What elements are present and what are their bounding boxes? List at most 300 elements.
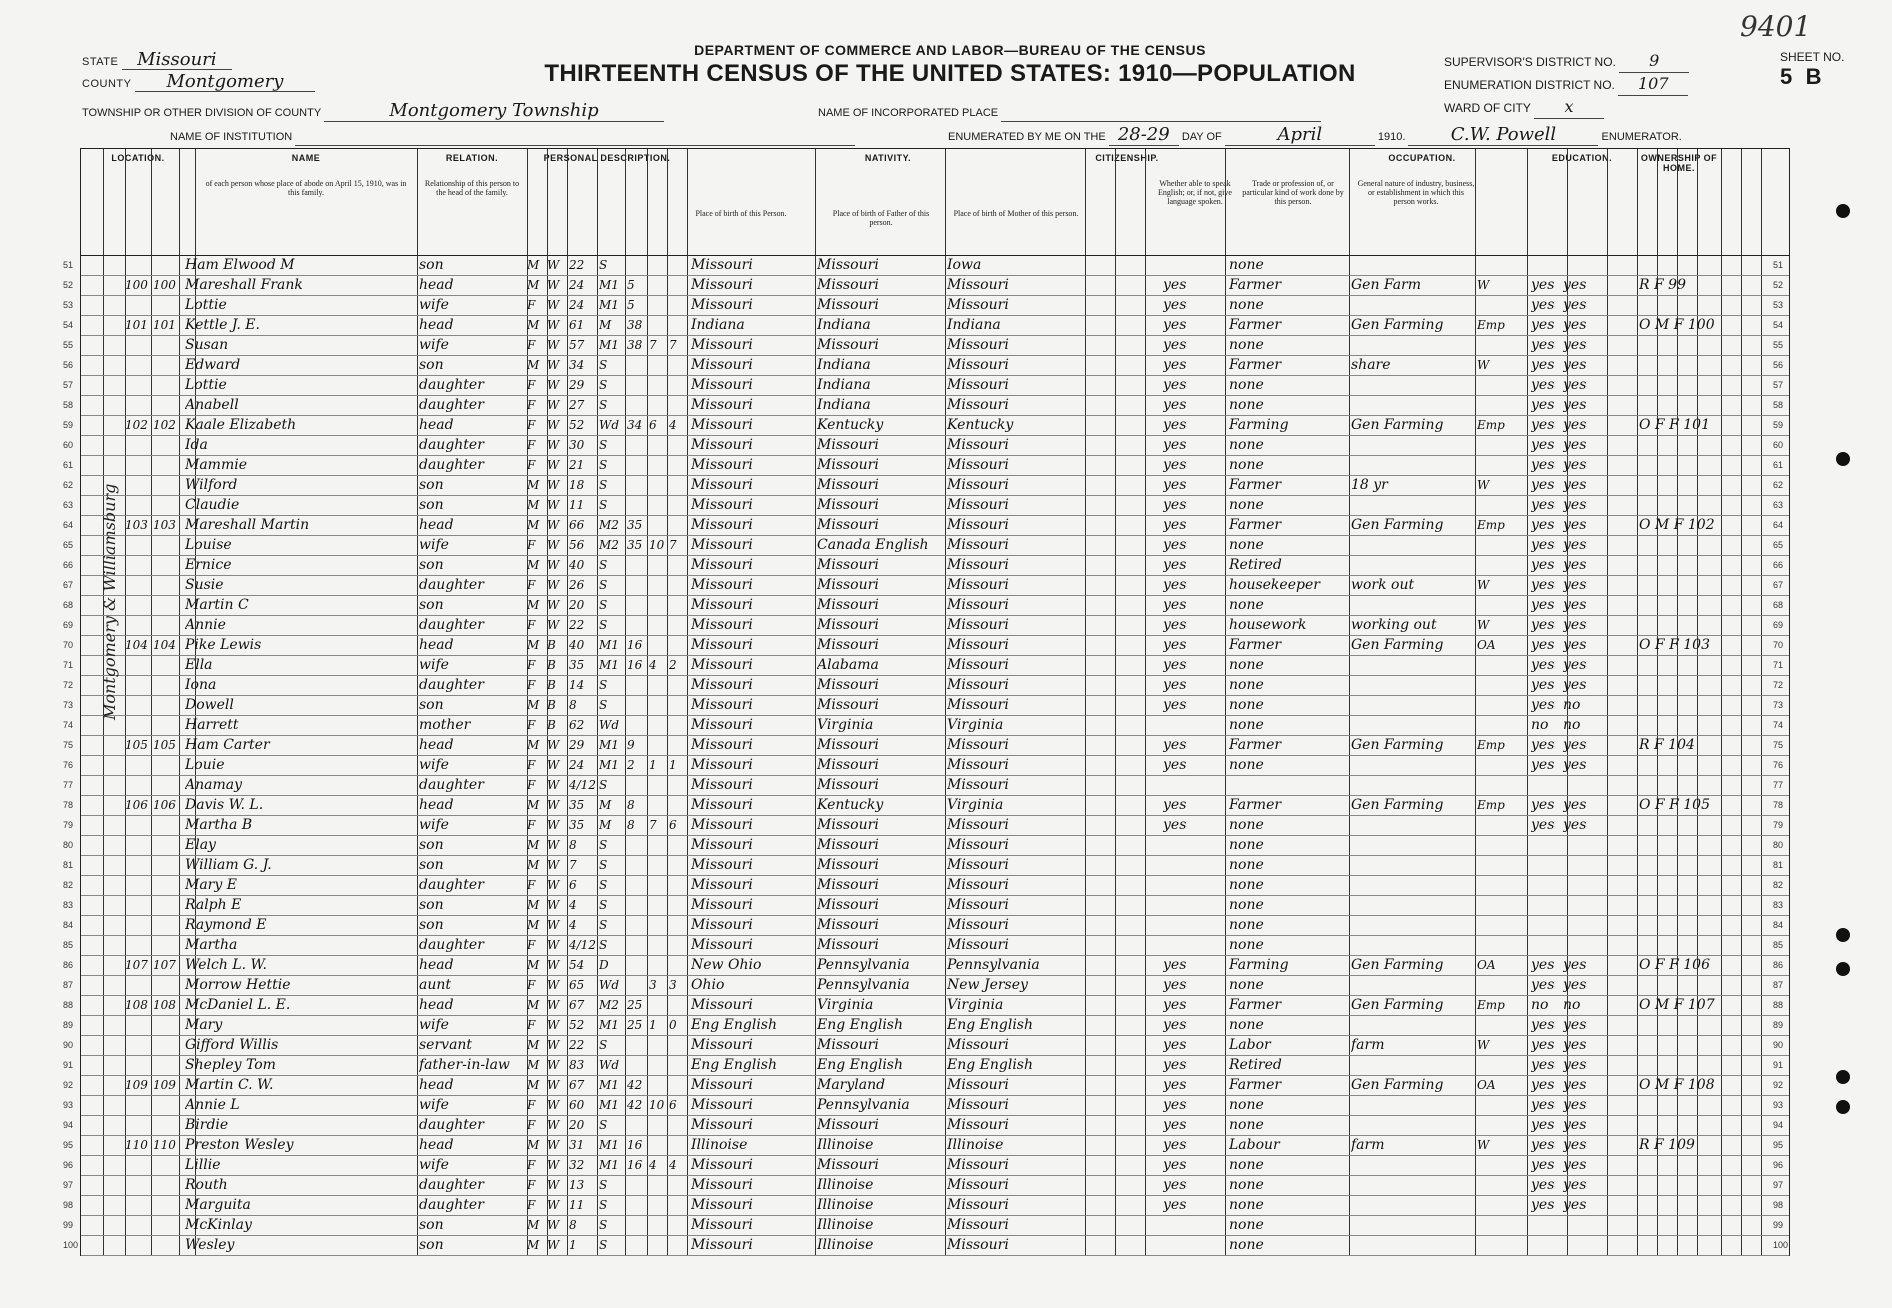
cell-pbf: Missouri	[817, 1117, 879, 1133]
cell-trade: none	[1229, 897, 1264, 913]
cell-rel: daughter	[419, 937, 484, 953]
cell-edr: yes	[1531, 1057, 1555, 1073]
line-number-left: 86	[63, 960, 74, 970]
cell-trade: none	[1229, 297, 1264, 313]
cell-sex: M	[527, 1058, 540, 1072]
cell-yrs: 16	[627, 638, 643, 652]
cell-pb: Missouri	[691, 577, 753, 593]
cell-mar: M1	[599, 1098, 619, 1112]
county-value: Montgomery	[135, 72, 315, 92]
cell-pbm: Missouri	[947, 917, 1009, 933]
cell-sex: M	[527, 358, 540, 372]
cell-mar: M1	[599, 1158, 619, 1172]
cell-liv: 2	[669, 658, 677, 672]
cell-edw: yes	[1563, 577, 1587, 593]
cell-race: B	[547, 638, 556, 652]
cell-mar: M2	[599, 998, 619, 1012]
cell-sex: F	[527, 418, 536, 432]
cell-name: Birdie	[185, 1117, 229, 1133]
cell-pb: Illinoise	[691, 1137, 748, 1153]
table-row	[63, 1195, 1789, 1216]
cell-pbm: Missouri	[947, 657, 1009, 673]
cell-race: W	[547, 1158, 560, 1172]
cell-edr: yes	[1531, 497, 1555, 513]
cell-edw: yes	[1563, 597, 1587, 613]
cell-rel: head	[419, 317, 454, 333]
cell-pb: Missouri	[691, 917, 753, 933]
cell-race: W	[547, 798, 560, 812]
cell-sex: F	[527, 1158, 536, 1172]
cell-pbm: Missouri	[947, 1117, 1009, 1133]
cell-pb: Missouri	[691, 657, 753, 673]
line-number-left: 82	[63, 880, 74, 890]
table-row	[63, 695, 1789, 716]
cell-age: 20	[569, 598, 585, 612]
cell-age: 22	[569, 1038, 585, 1052]
cell-pb: Missouri	[691, 277, 753, 293]
cell-rel: son	[419, 477, 444, 493]
cell-name: Harrett	[185, 717, 239, 733]
cell-race: W	[547, 1178, 560, 1192]
cell-mar: S	[599, 838, 608, 852]
cell-born: 10	[649, 1098, 665, 1112]
cell-age: 22	[569, 258, 585, 272]
cell-pb: Eng English	[691, 1017, 778, 1033]
cell-pbm: Missouri	[947, 777, 1009, 793]
cell-pbm: Missouri	[947, 877, 1009, 893]
cell-age: 13	[569, 1178, 585, 1192]
cell-pbm: Missouri	[947, 377, 1009, 393]
table-row	[63, 335, 1789, 356]
cell-sex: F	[527, 658, 536, 672]
table-row	[63, 535, 1789, 556]
cell-edw: yes	[1563, 977, 1587, 993]
cell-mar: S	[599, 478, 608, 492]
cell-pb: New Ohio	[691, 957, 762, 973]
cell-mar: S	[599, 258, 608, 272]
line-number-left: 59	[63, 420, 74, 430]
cell-pbm: Missouri	[947, 337, 1009, 353]
cell-eng: yes	[1163, 757, 1187, 773]
table-row	[63, 415, 1789, 436]
cell-pb: Missouri	[691, 817, 753, 833]
cell-edw: yes	[1563, 457, 1587, 473]
cell-eng: yes	[1163, 297, 1187, 313]
enumerated-year: 1910.	[1377, 131, 1406, 143]
cell-trade: Farming	[1229, 417, 1289, 433]
cell-mar: M1	[599, 338, 619, 352]
table-row	[63, 1075, 1789, 1096]
cell-yrs: 42	[627, 1078, 643, 1092]
cell-rel: son	[419, 357, 444, 373]
cell-rel: wife	[419, 657, 449, 673]
cell-name: Anamay	[185, 777, 243, 793]
cell-eng: yes	[1163, 557, 1187, 573]
cell-age: 66	[569, 518, 585, 532]
cell-age: 11	[569, 1198, 585, 1212]
cell-mar: M2	[599, 518, 619, 532]
cell-trade: none	[1229, 1217, 1264, 1233]
table-row	[63, 595, 1789, 616]
cell-pb: Missouri	[691, 357, 753, 373]
line-number: 51	[1773, 260, 1784, 270]
cell-age: 56	[569, 538, 585, 552]
cell-sex: M	[527, 1138, 540, 1152]
cell-pbf: Missouri	[817, 497, 879, 513]
line-number-left: 60	[63, 440, 74, 450]
cell-ind: Gen Farming	[1351, 317, 1444, 333]
cell-own: O F F 106	[1639, 957, 1710, 973]
cell-race: W	[547, 518, 560, 532]
cell-pb: Missouri	[691, 597, 753, 613]
cell-mar: S	[599, 858, 608, 872]
line-number-left: 73	[63, 700, 74, 710]
cell-sex: M	[527, 498, 540, 512]
cell-trade: Farmer	[1229, 317, 1282, 333]
cell-race: W	[547, 378, 560, 392]
cell-dw: 110	[125, 1138, 148, 1152]
cell-sex: F	[527, 378, 536, 392]
cell-edw: yes	[1563, 957, 1587, 973]
line-number: 78	[1773, 800, 1784, 810]
cell-age: 35	[569, 818, 585, 832]
group-citizenship: CITIZENSHIP.	[1095, 153, 1159, 163]
cell-emp: W	[1477, 278, 1490, 292]
cell-edw: yes	[1563, 277, 1587, 293]
cell-yrs: 2	[627, 758, 635, 772]
cell-edr: yes	[1531, 1137, 1555, 1153]
cell-edr: yes	[1531, 337, 1555, 353]
supervisor-label: SUPERVISOR'S DISTRICT NO.	[1444, 55, 1616, 69]
cell-age: 8	[569, 838, 577, 852]
cell-edr: yes	[1531, 1037, 1555, 1053]
line-number-left: 85	[63, 940, 74, 950]
cell-dw: 108	[125, 998, 148, 1012]
trade-head: Trade or profession of, or particular kind of work done by this person.	[1242, 179, 1344, 206]
cell-edw: yes	[1563, 1057, 1587, 1073]
cell-sex: M	[527, 738, 540, 752]
cell-pbm: Missouri	[947, 1097, 1009, 1113]
cell-edr: yes	[1531, 577, 1555, 593]
cell-trade: none	[1229, 1117, 1264, 1133]
cell-race: B	[547, 658, 556, 672]
cell-mar: S	[599, 1038, 608, 1052]
cell-edr: yes	[1531, 317, 1555, 333]
cell-pb: Missouri	[691, 257, 753, 273]
cell-rel: daughter	[419, 457, 484, 473]
cell-edw: yes	[1563, 497, 1587, 513]
cell-mar: M1	[599, 758, 619, 772]
cell-fam: 108	[153, 998, 176, 1012]
cell-race: W	[547, 398, 560, 412]
cell-pbm: Pennsylvania	[947, 957, 1040, 973]
cell-race: W	[547, 878, 560, 892]
line-number-left: 93	[63, 1100, 74, 1110]
cell-liv: 1	[669, 758, 677, 772]
incorporated-line	[818, 100, 1321, 122]
cell-rel: wife	[419, 1157, 449, 1173]
cell-age: 11	[569, 498, 585, 512]
cell-dw: 102	[125, 418, 148, 432]
cell-name: Mammie	[185, 457, 247, 473]
cell-name: Morrow Hettie	[185, 977, 291, 993]
cell-age: 24	[569, 298, 585, 312]
cell-rel: son	[419, 597, 444, 613]
table-row	[63, 435, 1789, 456]
table-row	[63, 875, 1789, 896]
side-annotation: Montgomery & Williamsburg	[100, 483, 119, 720]
cell-pbm: Virginia	[947, 797, 1004, 813]
cell-edw: yes	[1563, 817, 1587, 833]
cell-pb: Missouri	[691, 1097, 753, 1113]
cell-name: Mareshall Martin	[185, 517, 310, 533]
cell-name: Dowell	[185, 697, 234, 713]
cell-mar: M1	[599, 1138, 619, 1152]
cell-mar: S	[599, 878, 608, 892]
cell-edr: yes	[1531, 1157, 1555, 1173]
cell-pbm: Missouri	[947, 1037, 1009, 1053]
cell-pb: Missouri	[691, 1077, 753, 1093]
cell-rel: head	[419, 637, 454, 653]
cell-liv: 7	[669, 538, 677, 552]
cell-pbf: Maryland	[817, 1077, 886, 1093]
cell-name: Martin C	[185, 597, 249, 613]
cell-race: W	[547, 958, 560, 972]
cell-eng: yes	[1163, 637, 1187, 653]
cell-trade: none	[1229, 1237, 1264, 1253]
enumerated-month: April	[1225, 124, 1375, 146]
cell-pbm: Missouri	[947, 1237, 1009, 1253]
cell-ind: working out	[1351, 617, 1437, 633]
group-personal: PERSONAL DESCRIPTION.	[543, 153, 671, 163]
cell-age: 6	[569, 878, 577, 892]
cell-mar: M1	[599, 658, 619, 672]
table-row	[63, 835, 1789, 856]
sheet-number	[1780, 50, 1844, 90]
cell-race: W	[547, 258, 560, 272]
cell-yrs: 8	[627, 798, 635, 812]
cell-edr: yes	[1531, 757, 1555, 773]
cell-rel: daughter	[419, 577, 484, 593]
cell-yrs: 38	[627, 338, 643, 352]
cell-name: Ernice	[185, 557, 232, 573]
cell-edr: yes	[1531, 1117, 1555, 1133]
cell-edw: yes	[1563, 657, 1587, 673]
cell-trade: none	[1229, 597, 1264, 613]
cell-edr: no	[1531, 717, 1549, 733]
cell-age: 21	[569, 458, 585, 472]
cell-name: Susie	[185, 577, 224, 593]
table-row	[63, 1135, 1789, 1156]
table-row	[63, 295, 1789, 316]
cell-trade: none	[1229, 1017, 1264, 1033]
table-row	[63, 955, 1789, 976]
cell-eng: yes	[1163, 737, 1187, 753]
line-number-left: 91	[63, 1060, 74, 1070]
cell-sex: M	[527, 958, 540, 972]
cell-sex: M	[527, 1218, 540, 1232]
cell-emp: Emp	[1477, 798, 1505, 812]
table-row	[63, 1055, 1789, 1076]
cell-yrs: 38	[627, 318, 643, 332]
cell-ind: Gen Farming	[1351, 737, 1444, 753]
cell-eng: yes	[1163, 977, 1187, 993]
line-number: 92	[1773, 1080, 1784, 1090]
cell-rel: head	[419, 417, 454, 433]
cell-edr: yes	[1531, 797, 1555, 813]
line-number: 57	[1773, 380, 1784, 390]
cell-dw: 100	[125, 278, 148, 292]
cell-eng: yes	[1163, 1017, 1187, 1033]
cell-yrs: 35	[627, 518, 643, 532]
cell-pbf: Missouri	[817, 777, 879, 793]
cell-rel: wife	[419, 757, 449, 773]
cell-rel: father-in-law	[419, 1057, 510, 1073]
cell-eng: yes	[1163, 1037, 1187, 1053]
cell-age: 62	[569, 718, 585, 732]
cell-pb: Missouri	[691, 677, 753, 693]
cell-own: O F F 101	[1639, 417, 1710, 433]
sheet-letter: B	[1805, 64, 1822, 89]
cell-eng: yes	[1163, 377, 1187, 393]
cell-mar: M1	[599, 638, 619, 652]
table-row	[63, 815, 1789, 836]
cell-trade: none	[1229, 917, 1264, 933]
cell-dw: 101	[125, 318, 148, 332]
cell-mar: S	[599, 1198, 608, 1212]
cell-emp: W	[1477, 478, 1490, 492]
cell-age: 1	[569, 1238, 577, 1252]
table-row	[63, 755, 1789, 776]
line-number: 64	[1773, 520, 1784, 530]
cell-rel: daughter	[419, 677, 484, 693]
cell-edw: yes	[1563, 517, 1587, 533]
line-number-left: 65	[63, 540, 74, 550]
cell-pbf: Missouri	[817, 257, 879, 273]
line-number: 73	[1773, 700, 1784, 710]
cell-age: 27	[569, 398, 585, 412]
cell-name: Martha B	[185, 817, 253, 833]
line-number: 94	[1773, 1120, 1784, 1130]
line-number: 100	[1773, 1240, 1789, 1250]
line-number-left: 94	[63, 1120, 74, 1130]
cell-race: W	[547, 298, 560, 312]
cell-pbf: Missouri	[817, 877, 879, 893]
cell-name: William G. J.	[185, 857, 272, 873]
cell-name: Welch L. W.	[185, 957, 267, 973]
cell-rel: wife	[419, 817, 449, 833]
cell-sex: F	[527, 718, 536, 732]
cell-edw: yes	[1563, 637, 1587, 653]
cell-pbf: Illinoise	[817, 1137, 874, 1153]
cell-liv: 6	[669, 1098, 677, 1112]
line-number-left: 52	[63, 280, 74, 290]
group-relation: RELATION.	[445, 153, 499, 163]
cell-pb: Missouri	[691, 617, 753, 633]
cell-pbf: Indiana	[817, 357, 871, 373]
cell-edw: yes	[1563, 1037, 1587, 1053]
cell-edr: yes	[1531, 1077, 1555, 1093]
cell-edr: yes	[1531, 737, 1555, 753]
cell-mar: S	[599, 558, 608, 572]
cell-rel: son	[419, 257, 444, 273]
line-number-left: 84	[63, 920, 74, 930]
cell-eng: yes	[1163, 1077, 1187, 1093]
cell-age: 14	[569, 678, 585, 692]
cell-ind: 18 yr	[1351, 477, 1388, 493]
cell-ind: Gen Farming	[1351, 417, 1444, 433]
table-row	[63, 1215, 1789, 1236]
group-ownership: OWNERSHIP OF HOME.	[1640, 153, 1718, 173]
township-label: TOWNSHIP OR OTHER DIVISION OF COUNTY	[82, 107, 321, 119]
cell-rel: son	[419, 917, 444, 933]
cell-pbf: Pennsylvania	[817, 977, 910, 993]
line-number: 90	[1773, 1040, 1784, 1050]
cell-eng: yes	[1163, 1157, 1187, 1173]
cell-name: Martha	[185, 937, 238, 953]
cell-trade: none	[1229, 857, 1264, 873]
cell-age: 4	[569, 898, 577, 912]
cell-yrs: 5	[627, 298, 635, 312]
cell-trade: none	[1229, 397, 1264, 413]
cell-age: 7	[569, 858, 577, 872]
line-number-left: 81	[63, 860, 74, 870]
cell-pbf: Alabama	[817, 657, 879, 673]
cell-yrs: 25	[627, 1018, 643, 1032]
cell-rel: son	[419, 1237, 444, 1253]
line-number-left: 99	[63, 1220, 74, 1230]
cell-pb: Missouri	[691, 337, 753, 353]
line-number-left: 88	[63, 1000, 74, 1010]
cell-pb: Missouri	[691, 1177, 753, 1193]
cell-fam: 107	[153, 958, 176, 972]
line-number: 91	[1773, 1060, 1784, 1070]
cell-pbm: Missouri	[947, 1077, 1009, 1093]
table-row	[63, 1035, 1789, 1056]
cell-edr: yes	[1531, 517, 1555, 533]
table-row	[63, 895, 1789, 916]
cell-trade: none	[1229, 457, 1264, 473]
cell-edw: no	[1563, 717, 1581, 733]
cell-fam: 101	[153, 318, 176, 332]
line-number: 85	[1773, 940, 1784, 950]
cell-liv: 3	[669, 978, 677, 992]
line-number-left: 58	[63, 400, 74, 410]
cell-edr: yes	[1531, 1177, 1555, 1193]
header-left	[82, 50, 315, 94]
cell-trade: Retired	[1229, 557, 1282, 573]
cell-ind: farm	[1351, 1137, 1385, 1153]
line-number: 79	[1773, 820, 1784, 830]
cell-edr: yes	[1531, 1017, 1555, 1033]
cell-pb: Missouri	[691, 537, 753, 553]
header-right	[1444, 50, 1689, 119]
line-number-left: 69	[63, 620, 74, 630]
line-number-left: 66	[63, 560, 74, 570]
cell-liv: 6	[669, 818, 677, 832]
cell-edw: yes	[1563, 797, 1587, 813]
cell-age: 8	[569, 1218, 577, 1232]
cell-sex: M	[527, 858, 540, 872]
cell-mar: M1	[599, 278, 619, 292]
cell-rel: head	[419, 517, 454, 533]
cell-emp: W	[1477, 578, 1490, 592]
cell-rel: head	[419, 737, 454, 753]
cell-edw: yes	[1563, 437, 1587, 453]
line-number-left: 51	[63, 260, 74, 270]
cell-pbm: Missouri	[947, 477, 1009, 493]
cell-trade: Farmer	[1229, 737, 1282, 753]
